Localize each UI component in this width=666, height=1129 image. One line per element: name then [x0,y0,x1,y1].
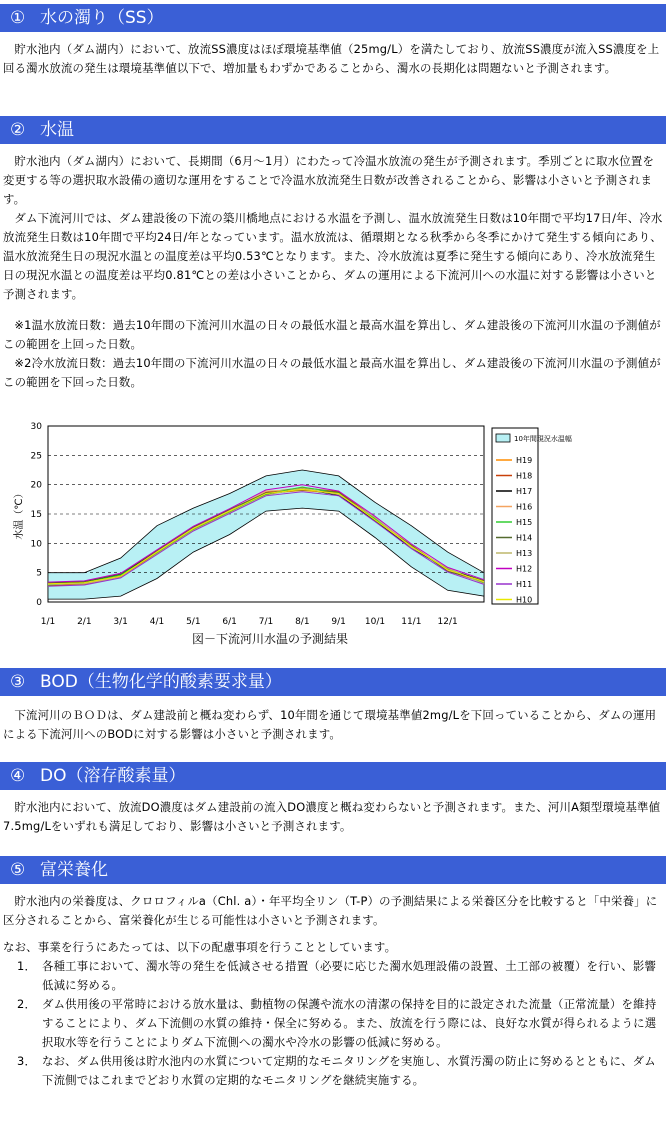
paragraph: 貯水池内において、放流DO濃度はダム建設前の流入DO濃度と概ね変わらないと予測されます。また、河川A類型環境基準値7.5mg/Lをいずれも満足しており、影響は小さいと予測されます。 [3,800,661,833]
y-tick-label: 25 [30,451,42,462]
x-tick-label: 9/1 [331,617,346,627]
section-2-header [0,116,666,144]
section-number: ② [10,120,26,140]
list-item [3,995,663,1052]
list-text: 各種工事において、濁水等の発生を低減させる措置（必要に応じた濁水処理設備の設置、土工部の被覆）を行い、影響低減に努める。 [42,959,657,992]
legend-label-h13: H13 [516,549,533,558]
paragraph: 下流河川のＢＯＤは、ダム建設前と概ね変わらず、10年間を通じて環境基準値2mg/Lを下回っていることから、ダムの運用による下流河川へのBODに対する影響は小さいと予測されます。 [3,708,657,741]
x-tick-label: 8/1 [295,617,310,627]
section-title: DO（溶存酸素量） [40,766,186,786]
legend-label-h19: H19 [516,456,533,465]
section-title: 水温 [40,120,74,140]
paragraph: 貯水池内の栄養度は、クロロフィルa（Chl. a）・年平均全リン（T-P）の予測結果による栄養区分を比較すると「中栄養」に区分されることから、富栄養化が生じる可能性は小さいと予測されます。 [3,894,658,927]
section-title: 水の濁り（SS） [40,8,164,28]
x-tick-label: 5/1 [186,617,201,627]
section-5-body [3,892,663,1090]
y-tick-label: 15 [30,510,42,520]
section-title: 富栄養化 [40,860,108,880]
legend-label-h14: H14 [516,533,533,543]
section-number: ③ [10,672,26,692]
x-tick-label: 2/1 [77,617,92,627]
paragraph: 貯水池内（ダム湖内）において、放流SS濃度はほぼ環境基準値（25mg/L）を満たしており、放流SS濃度が流入SS濃度を上回る濁水放流の発生は環境基準値以下で、増加量もわずかであることから、濁水の長期化は問題ないと予測されます。 [3,42,660,75]
list-text: なお、ダム供用後は貯水池内の水質について定期的なモニタリングを実施し、水質汚濁の防止に努めるとともに、ダム下流側ではこれまでどおり水質の定期的なモニタリングを継続実施する。 [42,1054,656,1087]
section-number: ⑤ [10,860,26,880]
x-tick-label: 6/1 [222,617,237,627]
list-number: 1． [17,959,37,973]
section-3-header [0,668,666,696]
legend-label-h18: H18 [516,471,533,481]
y-axis-label: 水温（℃） [14,488,25,540]
legend-label-h15: H15 [516,518,533,527]
y-tick-label: 5 [36,568,42,579]
list-number: 3． [17,1054,37,1068]
x-tick-label: 1/1 [40,617,56,627]
legend-label-h12: H12 [516,564,533,574]
section-3-body [3,706,663,744]
y-tick-label: 10 [30,539,42,550]
list-text: ダム供用後の平常時における放水量は、動植物の保護や流水の清潔の保持を目的に設定された流量（正常流量）を維持することにより、ダム下流側の水質の維持・保全に努める。また、放流を行う際には、良好な水質が得られるように選択取水等を行うことによりダム下流側への濁水や冷水の影響の低減に努める。 [42,997,657,1049]
section-1-header [0,4,666,32]
legend-label-h11: H11 [516,580,533,589]
section-4-header [0,762,666,790]
section-1-body [3,40,663,78]
y-tick-label: 30 [30,422,42,432]
legend-label-h17: H17 [516,487,533,496]
paragraph: なお、事業を行うにあたっては、以下の配慮事項を行うこととしています。 [3,940,397,954]
x-tick-label: 11/1 [401,617,422,627]
water-temperature-chart [0,414,572,628]
legend-band-label: 10年間現況水温幅 [514,435,572,443]
section-2-body [3,152,663,392]
x-tick-label: 10/1 [364,617,386,627]
legend-label-h10: H10 [516,595,533,605]
legend-label-h16: H16 [516,502,533,512]
considerations-list [3,957,663,1090]
section-4-body [3,798,663,836]
paragraph: 貯水池内（ダム湖内）において、長期間（6月～1月）にわたって冷温水放流の発生が予測されます。季別ごとに取水位置を変更する等の選択取水設備の適切な運用をすることで冷温水放流発生日数が改善されることから、影響は小さいと予測されます。 [3,154,655,206]
list-number: 2． [17,997,37,1011]
y-tick-label: 0 [36,598,42,608]
section-number: ④ [10,766,26,786]
footnote: ※2冷水放流日数：過去10年間の下流河川水温の日々の最低水温と最高水温を算出し、ダム建設後の下流河川水温の予測値がこの範囲を下回った日数。 [3,356,661,389]
x-tick-label: 4/1 [149,617,165,627]
section-5-header [0,856,666,884]
chart-caption: 図－下流河川水温の予測結果 [191,632,348,646]
legend-box [492,428,538,604]
list-item [3,1052,663,1090]
footnote: ※1温水放流日数：過去10年間の下流河川水温の日々の最低水温と最高水温を算出し、ダム建設後の下流河川水温の予測値がこの範囲を上回った日数。 [3,318,661,351]
legend-band-swatch [496,434,510,442]
x-tick-label: 12/1 [437,617,458,627]
x-tick-label: 7/1 [258,617,274,627]
y-tick-label: 20 [30,480,42,491]
list-item [3,957,663,995]
section-number: ① [10,8,26,28]
section-title: BOD（生物化学的酸素要求量） [40,672,282,692]
x-tick-label: 3/1 [113,617,128,627]
paragraph: ダム下流河川では、ダム建設後の下流の築川橋地点における水温を予測し、温水放流発生日数は10年間で平均17日/年、冷水放流発生日数は10年間で平均24日/年となっています。温水放流は、循環期となる秋季から冬季にかけて発生する傾向にあり、温水放流発生日の現況水温との温度差は平均0.53℃となります。また、冷水放流は夏季に発生する傾向にあり、冷水放流発生日の現況水温との温度差は平均0.81℃との差は小さいことから、ダムの運用による下流河川への水温に対する影響は小さいと予測されます。 [3,211,663,301]
